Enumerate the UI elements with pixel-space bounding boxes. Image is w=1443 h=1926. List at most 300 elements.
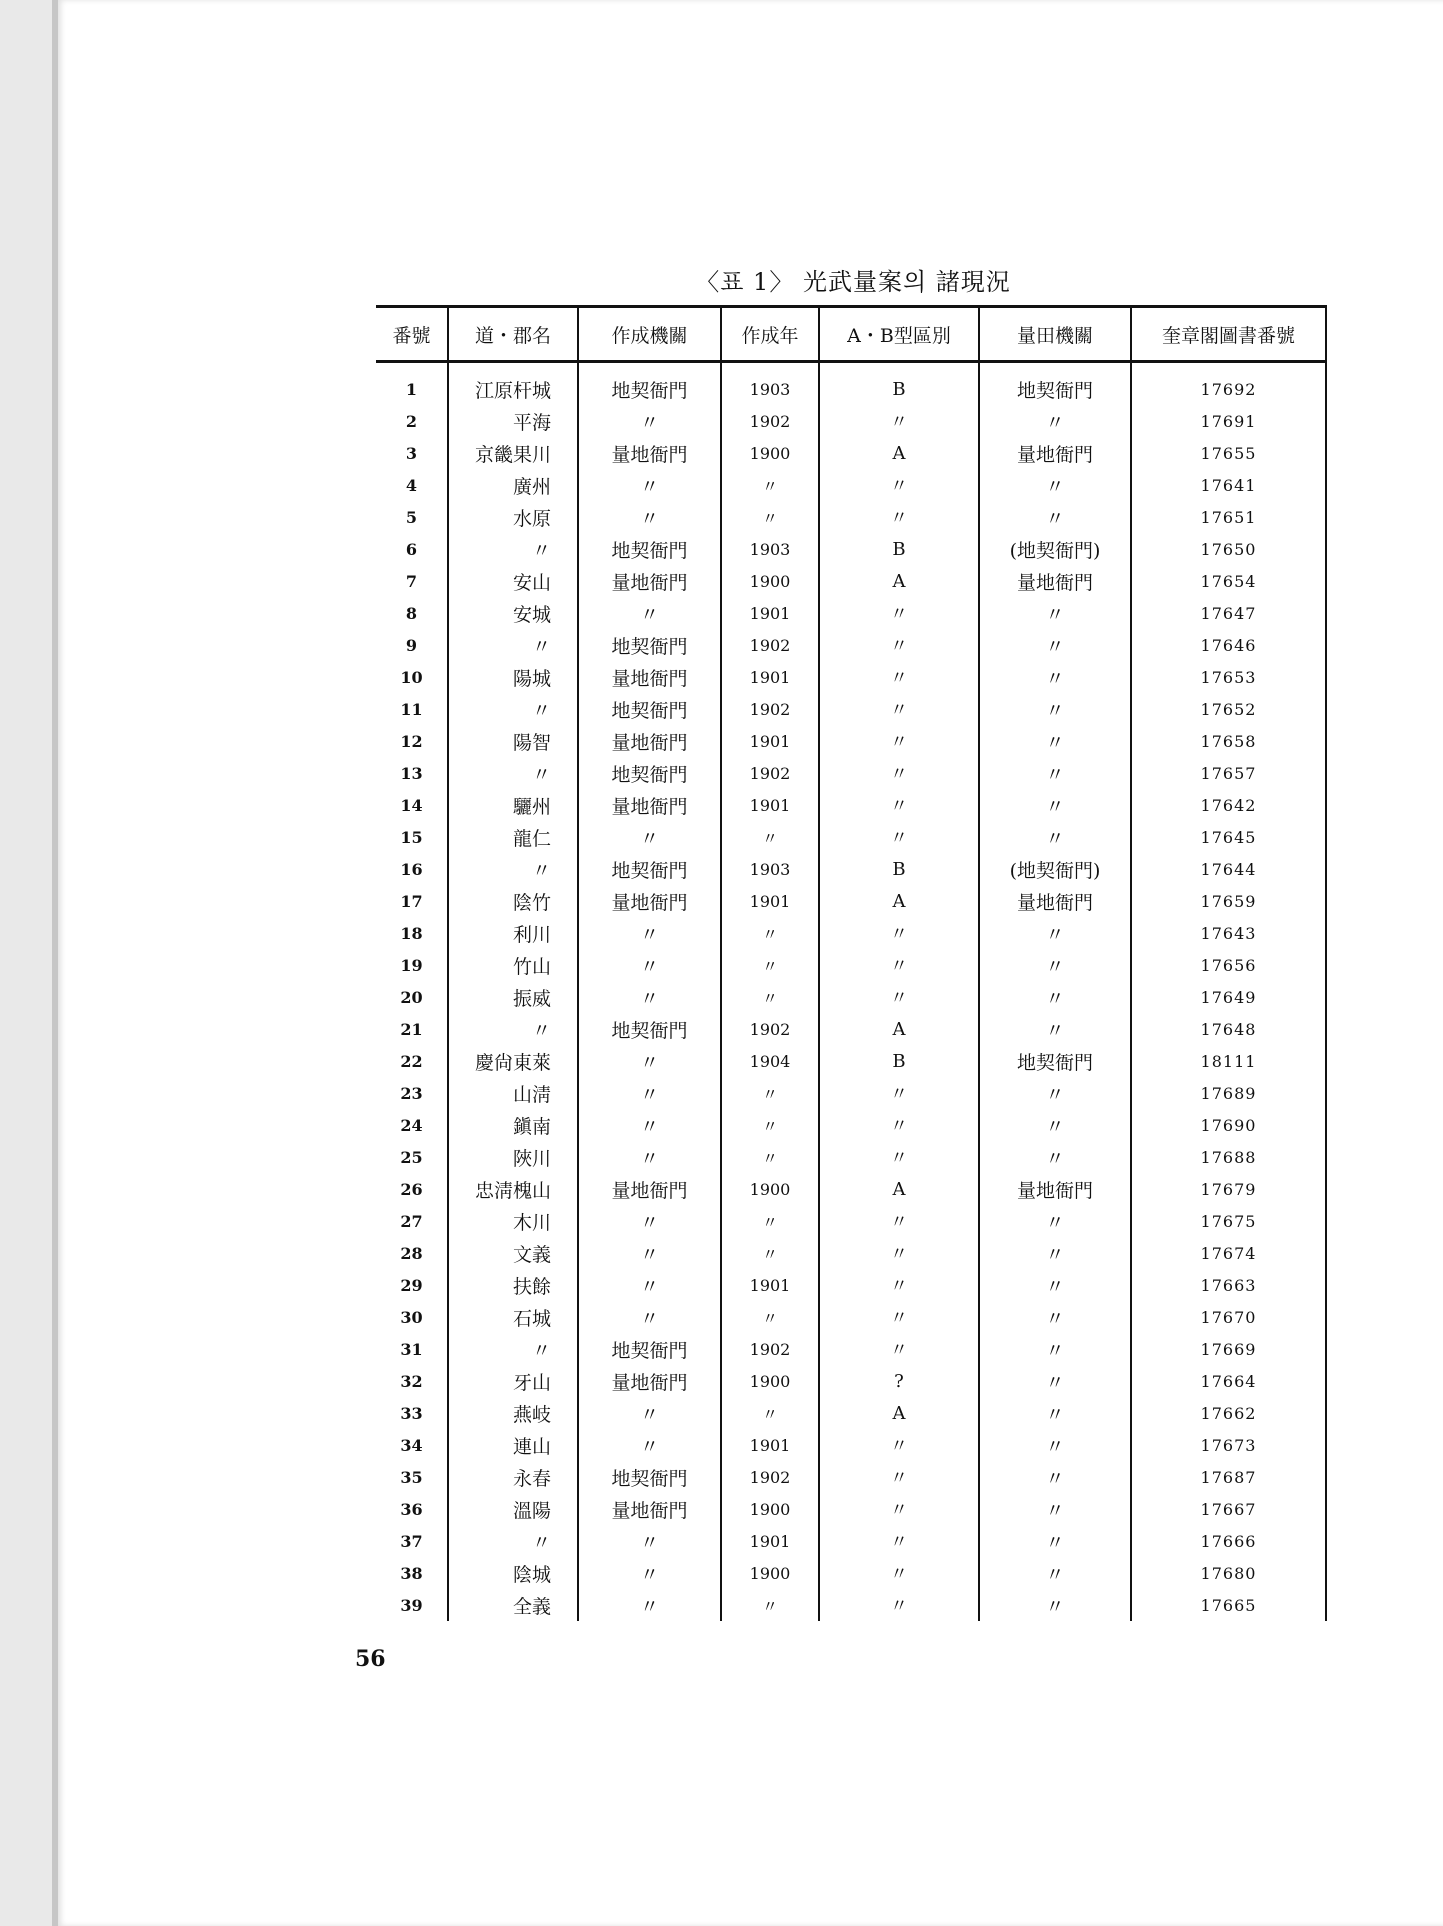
cell-survey-agency: 〃 <box>979 1461 1131 1493</box>
cell-number: 33 <box>400 1403 423 1423</box>
cell-agency: 〃 <box>578 1429 721 1461</box>
cell-year: 〃 <box>721 949 819 981</box>
cell-agency: 〃 <box>578 1237 721 1269</box>
table-row <box>376 469 1326 501</box>
cell-type: 〃 <box>819 1077 979 1109</box>
cell-region: 陰竹 <box>448 885 578 917</box>
table-row <box>376 565 1326 597</box>
cell-catalog-number: 17680 <box>1131 1557 1326 1589</box>
cell-type: B <box>819 533 979 565</box>
table-row <box>376 1173 1326 1205</box>
cell-number: 20 <box>400 987 423 1007</box>
page-number: 56 <box>355 1646 386 1672</box>
cell-region: 〃 <box>448 1013 578 1045</box>
cell-survey-agency: 〃 <box>979 597 1131 629</box>
cell-survey-agency: 〃 <box>979 757 1131 789</box>
cell-type: 〃 <box>819 1141 979 1173</box>
cell-agency: 量地衙門 <box>578 1493 721 1525</box>
table-row <box>376 501 1326 533</box>
cell-survey-agency: 〃 <box>979 1493 1131 1525</box>
cell-region: 鎭南 <box>448 1109 578 1141</box>
cell-agency: 量地衙門 <box>578 885 721 917</box>
table-row <box>376 1461 1326 1493</box>
column-header-number: 番號 <box>376 307 448 362</box>
cell-agency: 〃 <box>578 821 721 853</box>
cell-agency: 〃 <box>578 1141 721 1173</box>
cell-agency: 〃 <box>578 917 721 949</box>
cell-region: 竹山 <box>448 949 578 981</box>
cell-number: 14 <box>400 795 423 815</box>
table-row <box>376 1205 1326 1237</box>
cell-type: 〃 <box>819 501 979 533</box>
cell-agency: 量地衙門 <box>578 1365 721 1397</box>
cell-region: 水原 <box>448 501 578 533</box>
cell-year: 1901 <box>721 1269 819 1301</box>
cell-year: 〃 <box>721 917 819 949</box>
cell-number: 4 <box>405 475 418 495</box>
cell-catalog-number: 17651 <box>1131 501 1326 533</box>
cell-region: 〃 <box>448 853 578 885</box>
table-row <box>376 1077 1326 1109</box>
cell-type: 〃 <box>819 1461 979 1493</box>
cell-catalog-number: 17646 <box>1131 629 1326 661</box>
cell-catalog-number: 17667 <box>1131 1493 1326 1525</box>
cell-number: 27 <box>400 1211 423 1231</box>
cell-number: 30 <box>400 1307 423 1327</box>
cell-agency: 地契衙門 <box>578 533 721 565</box>
cell-agency: 量地衙門 <box>578 565 721 597</box>
cell-catalog-number: 17652 <box>1131 693 1326 725</box>
cell-region: 忠淸槐山 <box>448 1173 578 1205</box>
cell-year: 〃 <box>721 501 819 533</box>
cell-survey-agency: 〃 <box>979 1333 1131 1365</box>
cell-survey-agency: 〃 <box>979 1429 1131 1461</box>
table-row <box>376 661 1326 693</box>
cell-catalog-number: 17657 <box>1131 757 1326 789</box>
cell-region: 扶餘 <box>448 1269 578 1301</box>
cell-region: 山淸 <box>448 1077 578 1109</box>
cell-catalog-number: 17664 <box>1131 1365 1326 1397</box>
cell-year: 1903 <box>721 853 819 885</box>
cell-region: 振威 <box>448 981 578 1013</box>
table-container <box>376 305 1326 1621</box>
table-row <box>376 362 1326 406</box>
cell-region: 廣州 <box>448 469 578 501</box>
cell-region: 〃 <box>448 533 578 565</box>
cell-survey-agency: 〃 <box>979 405 1131 437</box>
table-header <box>376 307 1326 362</box>
cell-agency: 地契衙門 <box>578 693 721 725</box>
cell-year: 〃 <box>721 981 819 1013</box>
cell-number: 22 <box>400 1051 423 1071</box>
table-row <box>376 949 1326 981</box>
table-row <box>376 1397 1326 1429</box>
cell-year: 1902 <box>721 1333 819 1365</box>
cell-year: 〃 <box>721 821 819 853</box>
cell-agency: 〃 <box>578 1525 721 1557</box>
cell-type: 〃 <box>819 1493 979 1525</box>
cell-type: B <box>819 1045 979 1077</box>
cell-number: 21 <box>400 1019 423 1039</box>
cell-agency: 〃 <box>578 469 721 501</box>
cell-catalog-number: 17689 <box>1131 1077 1326 1109</box>
cell-region: 京畿果川 <box>448 437 578 469</box>
cell-region: 驪州 <box>448 789 578 821</box>
cell-region: 〃 <box>448 757 578 789</box>
cell-number: 36 <box>400 1499 423 1519</box>
table-body <box>376 362 1326 1622</box>
cell-number: 19 <box>400 955 423 975</box>
cell-number: 15 <box>400 827 423 847</box>
cell-number: 35 <box>400 1467 423 1487</box>
cell-survey-agency: 地契衙門 <box>979 362 1131 406</box>
cell-number: 13 <box>400 763 423 783</box>
table-row <box>376 1141 1326 1173</box>
cell-catalog-number: 17690 <box>1131 1109 1326 1141</box>
table-row <box>376 725 1326 757</box>
cell-survey-agency: 量地衙門 <box>979 885 1131 917</box>
cell-survey-agency: 〃 <box>979 1365 1131 1397</box>
cell-region: 燕岐 <box>448 1397 578 1429</box>
cell-catalog-number: 17692 <box>1131 362 1326 406</box>
table-row <box>376 533 1326 565</box>
table-row <box>376 1365 1326 1397</box>
cell-agency: 〃 <box>578 1269 721 1301</box>
cell-type: 〃 <box>819 1269 979 1301</box>
cell-region: 陽城 <box>448 661 578 693</box>
cell-catalog-number: 17691 <box>1131 405 1326 437</box>
cell-year: 1902 <box>721 693 819 725</box>
table-row <box>376 437 1326 469</box>
cell-number: 9 <box>405 635 418 655</box>
cell-type: 〃 <box>819 725 979 757</box>
cell-type: 〃 <box>819 629 979 661</box>
cell-catalog-number: 17670 <box>1131 1301 1326 1333</box>
cell-type: A <box>819 1013 979 1045</box>
table-row <box>376 1013 1326 1045</box>
cell-year: 1900 <box>721 1493 819 1525</box>
table-row <box>376 757 1326 789</box>
cell-type: A <box>819 1397 979 1429</box>
cell-year: 〃 <box>721 1077 819 1109</box>
cell-survey-agency: 〃 <box>979 501 1131 533</box>
cell-year: 〃 <box>721 1141 819 1173</box>
cell-survey-agency: 〃 <box>979 1205 1131 1237</box>
cell-year: 1901 <box>721 1429 819 1461</box>
cell-type: 〃 <box>819 1205 979 1237</box>
cell-agency: 〃 <box>578 1557 721 1589</box>
cell-catalog-number: 17669 <box>1131 1333 1326 1365</box>
cell-catalog-number: 17673 <box>1131 1429 1326 1461</box>
table-row <box>376 1525 1326 1557</box>
cell-catalog-number: 17663 <box>1131 1269 1326 1301</box>
cell-number: 8 <box>405 603 418 623</box>
cell-catalog-number: 17688 <box>1131 1141 1326 1173</box>
cell-year: 1902 <box>721 405 819 437</box>
cell-number: 37 <box>400 1531 423 1551</box>
cell-year: 1902 <box>721 757 819 789</box>
table-row <box>376 917 1326 949</box>
table-row <box>376 885 1326 917</box>
cell-agency: 〃 <box>578 949 721 981</box>
cell-agency: 〃 <box>578 1077 721 1109</box>
cell-type: 〃 <box>819 469 979 501</box>
cell-type: 〃 <box>819 949 979 981</box>
cell-agency: 〃 <box>578 981 721 1013</box>
cell-year: 〃 <box>721 1301 819 1333</box>
table-row <box>376 1301 1326 1333</box>
cell-number: 17 <box>400 891 423 911</box>
cell-number: 12 <box>400 731 423 751</box>
cell-type: 〃 <box>819 1429 979 1461</box>
cell-region: 文義 <box>448 1237 578 1269</box>
cell-survey-agency: 〃 <box>979 661 1131 693</box>
cell-agency: 量地衙門 <box>578 661 721 693</box>
cell-region: 牙山 <box>448 1365 578 1397</box>
cell-agency: 地契衙門 <box>578 757 721 789</box>
cell-agency: 量地衙門 <box>578 1173 721 1205</box>
cell-year: 1900 <box>721 565 819 597</box>
cell-catalog-number: 17674 <box>1131 1237 1326 1269</box>
cell-year: 1901 <box>721 725 819 757</box>
cell-catalog-number: 17642 <box>1131 789 1326 821</box>
table-row <box>376 1589 1326 1621</box>
table-row <box>376 597 1326 629</box>
cell-number: 18 <box>400 923 423 943</box>
cell-region: 安城 <box>448 597 578 629</box>
table-row <box>376 1045 1326 1077</box>
cell-type: ? <box>819 1365 979 1397</box>
cell-number: 6 <box>405 539 418 559</box>
cell-catalog-number: 17679 <box>1131 1173 1326 1205</box>
cell-type: B <box>819 362 979 406</box>
cell-agency: 〃 <box>578 501 721 533</box>
cell-region: 永春 <box>448 1461 578 1493</box>
cell-survey-agency: 量地衙門 <box>979 565 1131 597</box>
cell-agency: 〃 <box>578 1397 721 1429</box>
cell-survey-agency: 〃 <box>979 949 1131 981</box>
cell-type: A <box>819 437 979 469</box>
cell-catalog-number: 17643 <box>1131 917 1326 949</box>
cell-number: 23 <box>400 1083 423 1103</box>
cell-survey-agency: 〃 <box>979 629 1131 661</box>
cell-survey-agency: 〃 <box>979 1013 1131 1045</box>
table-row <box>376 821 1326 853</box>
cell-catalog-number: 17653 <box>1131 661 1326 693</box>
cell-region: 〃 <box>448 1525 578 1557</box>
cell-type: A <box>819 885 979 917</box>
cell-survey-agency: 〃 <box>979 1301 1131 1333</box>
cell-region: 利川 <box>448 917 578 949</box>
cell-year: 1900 <box>721 1557 819 1589</box>
cell-year: 〃 <box>721 469 819 501</box>
table-row <box>376 1557 1326 1589</box>
cell-year: 1900 <box>721 437 819 469</box>
cell-number: 31 <box>400 1339 423 1359</box>
cell-number: 5 <box>405 507 418 527</box>
cell-region: 陽智 <box>448 725 578 757</box>
cell-region: 龍仁 <box>448 821 578 853</box>
cell-number: 10 <box>400 667 423 687</box>
column-header-survey-agency: 量田機關 <box>979 307 1131 362</box>
cell-agency: 〃 <box>578 1589 721 1621</box>
cell-survey-agency: 〃 <box>979 1525 1131 1557</box>
cell-region: 江原杆城 <box>448 362 578 406</box>
cell-year: 1902 <box>721 629 819 661</box>
cell-survey-agency: 〃 <box>979 981 1131 1013</box>
cell-agency: 地契衙門 <box>578 1013 721 1045</box>
cell-type: 〃 <box>819 757 979 789</box>
cell-number: 1 <box>405 379 418 399</box>
cell-survey-agency: 〃 <box>979 1077 1131 1109</box>
land-survey-table <box>376 305 1327 1621</box>
table-row <box>376 693 1326 725</box>
cell-region: 石城 <box>448 1301 578 1333</box>
cell-type: 〃 <box>819 981 979 1013</box>
cell-type: 〃 <box>819 597 979 629</box>
cell-year: 〃 <box>721 1109 819 1141</box>
cell-type: A <box>819 1173 979 1205</box>
table-row <box>376 789 1326 821</box>
table-row <box>376 1109 1326 1141</box>
cell-catalog-number: 17666 <box>1131 1525 1326 1557</box>
cell-year: 〃 <box>721 1205 819 1237</box>
cell-type: 〃 <box>819 1525 979 1557</box>
cell-survey-agency: 〃 <box>979 821 1131 853</box>
cell-year: 1902 <box>721 1013 819 1045</box>
cell-catalog-number: 17641 <box>1131 469 1326 501</box>
cell-survey-agency: 〃 <box>979 693 1131 725</box>
column-header-year: 作成年 <box>721 307 819 362</box>
table-row <box>376 405 1326 437</box>
cell-number: 3 <box>405 443 418 463</box>
cell-region: 安山 <box>448 565 578 597</box>
cell-region: 全義 <box>448 1589 578 1621</box>
cell-region: 連山 <box>448 1429 578 1461</box>
cell-survey-agency: (地契衙門) <box>979 533 1131 565</box>
cell-catalog-number: 17687 <box>1131 1461 1326 1493</box>
cell-year: 1903 <box>721 533 819 565</box>
cell-number: 24 <box>400 1115 423 1135</box>
table-row <box>376 1333 1326 1365</box>
cell-survey-agency: 〃 <box>979 1141 1131 1173</box>
cell-number: 2 <box>405 411 418 431</box>
cell-survey-agency: 〃 <box>979 1589 1131 1621</box>
cell-region: 〃 <box>448 1333 578 1365</box>
cell-catalog-number: 17659 <box>1131 885 1326 917</box>
cell-survey-agency: 〃 <box>979 1557 1131 1589</box>
cell-year: 1900 <box>721 1173 819 1205</box>
cell-region: 〃 <box>448 629 578 661</box>
cell-number: 29 <box>400 1275 423 1295</box>
cell-catalog-number: 17654 <box>1131 565 1326 597</box>
cell-type: 〃 <box>819 405 979 437</box>
table-row <box>376 1269 1326 1301</box>
cell-region: 溫陽 <box>448 1493 578 1525</box>
cell-agency: 〃 <box>578 405 721 437</box>
cell-survey-agency: 〃 <box>979 469 1131 501</box>
cell-year: 1903 <box>721 362 819 406</box>
cell-year: 1901 <box>721 661 819 693</box>
document-page <box>52 0 1443 1926</box>
cell-year: 1901 <box>721 789 819 821</box>
cell-number: 32 <box>400 1371 423 1391</box>
cell-number: 25 <box>400 1147 423 1167</box>
cell-number: 28 <box>400 1243 423 1263</box>
cell-agency: 地契衙門 <box>578 1461 721 1493</box>
cell-region: 陰城 <box>448 1557 578 1589</box>
table-row <box>376 1493 1326 1525</box>
cell-type: 〃 <box>819 693 979 725</box>
cell-agency: 地契衙門 <box>578 362 721 406</box>
cell-survey-agency: 〃 <box>979 917 1131 949</box>
cell-year: 〃 <box>721 1237 819 1269</box>
table-row <box>376 853 1326 885</box>
cell-agency: 〃 <box>578 1205 721 1237</box>
cell-survey-agency: (地契衙門) <box>979 853 1131 885</box>
cell-catalog-number: 17675 <box>1131 1205 1326 1237</box>
cell-agency: 量地衙門 <box>578 789 721 821</box>
cell-catalog-number: 17649 <box>1131 981 1326 1013</box>
cell-agency: 地契衙門 <box>578 1333 721 1365</box>
cell-catalog-number: 18111 <box>1131 1045 1326 1077</box>
cell-type: 〃 <box>819 821 979 853</box>
cell-catalog-number: 17644 <box>1131 853 1326 885</box>
cell-survey-agency: 〃 <box>979 725 1131 757</box>
cell-year: 〃 <box>721 1397 819 1429</box>
table-row <box>376 1429 1326 1461</box>
cell-region: 慶尙東萊 <box>448 1045 578 1077</box>
cell-type: 〃 <box>819 917 979 949</box>
cell-number: 34 <box>400 1435 423 1455</box>
cell-agency: 〃 <box>578 597 721 629</box>
cell-number: 7 <box>405 571 418 591</box>
cell-type: 〃 <box>819 1109 979 1141</box>
cell-catalog-number: 17648 <box>1131 1013 1326 1045</box>
cell-catalog-number: 17656 <box>1131 949 1326 981</box>
header-row <box>376 307 1326 362</box>
cell-year: 1901 <box>721 885 819 917</box>
cell-region: 〃 <box>448 693 578 725</box>
cell-type: 〃 <box>819 1237 979 1269</box>
cell-number: 38 <box>400 1563 423 1583</box>
cell-catalog-number: 17647 <box>1131 597 1326 629</box>
cell-number: 16 <box>400 859 423 879</box>
cell-type: 〃 <box>819 789 979 821</box>
cell-year: 〃 <box>721 1589 819 1621</box>
cell-region: 木川 <box>448 1205 578 1237</box>
cell-region: 平海 <box>448 405 578 437</box>
table-row <box>376 981 1326 1013</box>
cell-catalog-number: 17658 <box>1131 725 1326 757</box>
cell-survey-agency: 量地衙門 <box>979 437 1131 469</box>
column-header-region: 道・郡名 <box>448 307 578 362</box>
cell-survey-agency: 地契衙門 <box>979 1045 1131 1077</box>
cell-catalog-number: 17655 <box>1131 437 1326 469</box>
cell-agency: 量地衙門 <box>578 437 721 469</box>
cell-agency: 地契衙門 <box>578 629 721 661</box>
cell-agency: 量地衙門 <box>578 725 721 757</box>
cell-type: A <box>819 565 979 597</box>
cell-catalog-number: 17650 <box>1131 533 1326 565</box>
column-header-type: A・B型區別 <box>819 307 979 362</box>
cell-year: 1904 <box>721 1045 819 1077</box>
cell-type: B <box>819 853 979 885</box>
table-row <box>376 629 1326 661</box>
cell-type: 〃 <box>819 1557 979 1589</box>
cell-agency: 〃 <box>578 1109 721 1141</box>
cell-year: 1900 <box>721 1365 819 1397</box>
